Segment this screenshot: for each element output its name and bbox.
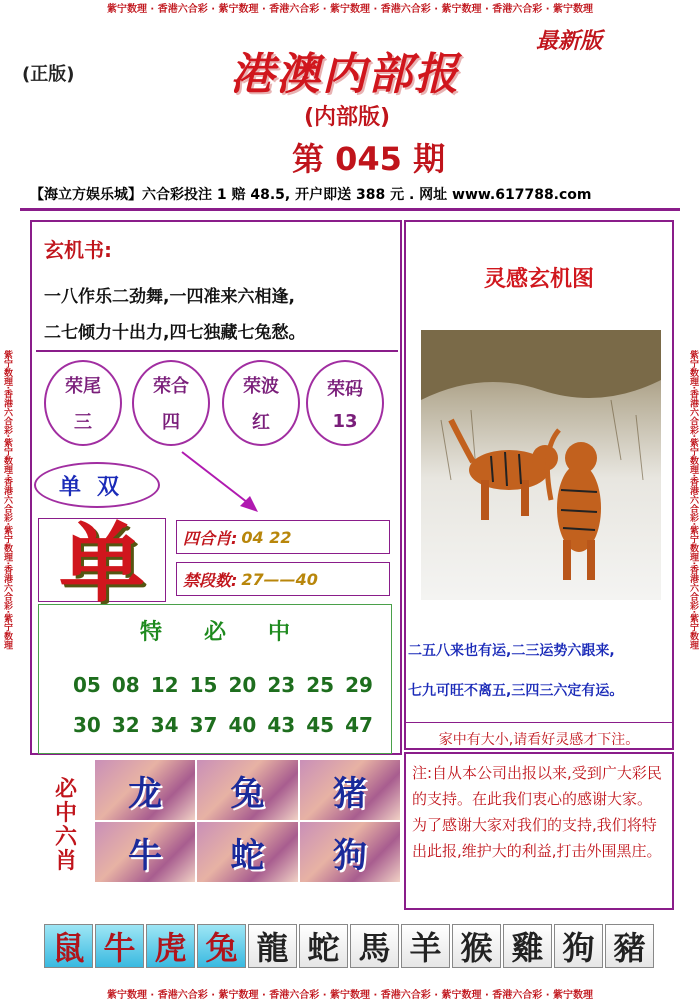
zodiac-key-ox: 牛 xyxy=(95,924,144,968)
right-border-strip: 紫宁数理·香港六合彩·紫宁数理·香港六合彩·紫宁数理·香港六合彩·紫宁数理 xyxy=(688,350,698,650)
zodiac-cell: 蛇 xyxy=(197,822,297,882)
number-cell: 25 xyxy=(306,673,335,697)
riddle-line-2: 二七倾力十出力,四七独藏七兔愁。 xyxy=(44,323,306,343)
zodiac-cell: 狗 xyxy=(300,822,400,882)
bottom-border-strip: 紫宁数理 · 香港六合彩 · 紫宁数理 · 香港六合彩 · 紫宁数理 · 香港六合彩 · 紫宁数理 · 香港六合彩 · 紫宁数理 xyxy=(106,989,594,1000)
hint-oval-sum xyxy=(132,360,210,446)
zodiac-side-label xyxy=(44,778,88,878)
tiger-illustration-icon xyxy=(421,330,661,600)
zodiac-key-goat: 羊 xyxy=(401,924,450,968)
hint-oval-color xyxy=(222,360,300,446)
page-title: 港澳内部报 xyxy=(230,49,460,100)
zodiac-key-rabbit: 兔 xyxy=(197,924,246,968)
side-char: 中 xyxy=(54,801,77,826)
zodiac-key-dog: 狗 xyxy=(554,924,603,968)
number-row-2 xyxy=(73,713,373,737)
zodiac-image-grid xyxy=(95,760,400,882)
special-title: 特必中 xyxy=(139,620,332,645)
range-label: 禁段数: xyxy=(183,570,238,590)
hint-oval-label: 荣波 xyxy=(243,376,279,397)
number-cell: 15 xyxy=(189,673,218,697)
sihe-box xyxy=(176,520,390,554)
hint-oval-label: 荣尾 xyxy=(65,376,101,397)
special-numbers-box xyxy=(38,604,392,754)
left-border-strip: 紫宁数理·香港六合彩·紫宁数理·香港六合彩·紫宁数理·香港六合彩·紫宁数理 xyxy=(2,350,12,650)
ad-line: 【海立方娱乐城】六合彩投注 1 赔 48.5, 开户即送 388 元 . 网址 www.617788.com xyxy=(30,187,592,203)
range-box xyxy=(176,562,390,596)
number-cell: 12 xyxy=(150,673,179,697)
number-cell: 45 xyxy=(306,713,335,737)
notice-box xyxy=(404,752,674,910)
riddle-box xyxy=(36,226,398,352)
number-cell: 43 xyxy=(267,713,296,737)
zodiac-key-pig: 豬 xyxy=(605,924,654,968)
zodiac-cell: 猪 xyxy=(300,760,400,820)
number-cell: 34 xyxy=(150,713,179,737)
issue-number: 第 045 期 xyxy=(292,140,446,178)
zodiac-cell: 牛 xyxy=(95,822,195,882)
tiger-photo xyxy=(421,330,661,600)
zodiac-bar xyxy=(44,924,654,968)
number-cell: 37 xyxy=(189,713,218,737)
odd-even-oval: 单双 xyxy=(34,462,160,508)
zodiac-key-dragon: 龍 xyxy=(248,924,297,968)
side-char: 六 xyxy=(54,825,77,850)
number-cell: 08 xyxy=(111,673,140,697)
number-cell: 30 xyxy=(73,713,101,737)
sihe-value: 04 22 xyxy=(241,527,292,547)
hint-oval-label: 荣码 xyxy=(327,378,363,400)
header-divider xyxy=(20,208,680,211)
hint-oval-value: 四 xyxy=(162,412,180,433)
number-cell: 20 xyxy=(228,673,257,697)
number-cell: 29 xyxy=(345,673,373,697)
number-cell: 32 xyxy=(111,713,140,737)
pointer-arrow-icon xyxy=(160,440,270,530)
notice-text: 注:自从本公司出报以来,受到广大彩民的支持。在此我们衷心的感谢大家。为了感谢大家对我们的支持,我们将特出此报,维护大的利益,打击外围黑庄。 xyxy=(412,764,662,860)
zodiac-key-snake: 蛇 xyxy=(299,924,348,968)
zodiac-cell: 兔 xyxy=(197,760,297,820)
big-single-char: 单 xyxy=(59,514,145,614)
number-cell: 23 xyxy=(267,673,296,697)
number-cell: 40 xyxy=(228,713,257,737)
number-cell: 05 xyxy=(73,673,101,697)
number-cell: 47 xyxy=(345,713,373,737)
sihe-label: 四合肖: xyxy=(183,528,238,548)
edition-label-left: (正版) xyxy=(22,64,75,85)
hint-oval-number xyxy=(306,360,384,446)
zodiac-key-rooster: 雞 xyxy=(503,924,552,968)
number-row-1 xyxy=(73,673,373,697)
zodiac-cell: 龙 xyxy=(95,760,195,820)
edition-label-right: 最新版 xyxy=(536,29,603,54)
hint-oval-value: 13 xyxy=(332,410,358,432)
hint-oval-value: 三 xyxy=(74,412,92,433)
right-poem-line-2: 七九可旺不离五,三四三六定有运。 xyxy=(408,683,624,699)
hint-oval-tail xyxy=(44,360,122,446)
page-subtitle: (内部版) xyxy=(304,105,391,130)
right-note: 家中有大小,请看好灵感才下注。 xyxy=(404,722,674,749)
top-border-strip: 紫宁数理 · 香港六合彩 · 紫宁数理 · 香港六合彩 · 紫宁数理 · 香港六合彩 · 紫宁数理 · 香港六合彩 · 紫宁数理 xyxy=(106,3,594,14)
right-poem-line-1: 二五八来也有运,二三运势六跟来, xyxy=(408,643,615,659)
riddle-title: 玄机书: xyxy=(44,238,112,262)
hint-oval-value: 红 xyxy=(252,412,270,433)
side-char: 必 xyxy=(54,777,77,802)
range-value: 27——40 xyxy=(241,569,318,589)
inspiration-chart-title: 灵感玄机图 xyxy=(483,267,594,292)
zodiac-key-horse: 馬 xyxy=(350,924,399,968)
side-char: 肖 xyxy=(54,849,77,874)
zodiac-key-tiger: 虎 xyxy=(146,924,195,968)
hint-oval-label: 荣合 xyxy=(153,376,189,397)
zodiac-key-monkey: 猴 xyxy=(452,924,501,968)
zodiac-key-rat: 鼠 xyxy=(44,924,93,968)
riddle-line-1: 一八作乐二劲舞,一四准来六相逢, xyxy=(44,287,295,307)
hint-ovals xyxy=(44,360,384,450)
